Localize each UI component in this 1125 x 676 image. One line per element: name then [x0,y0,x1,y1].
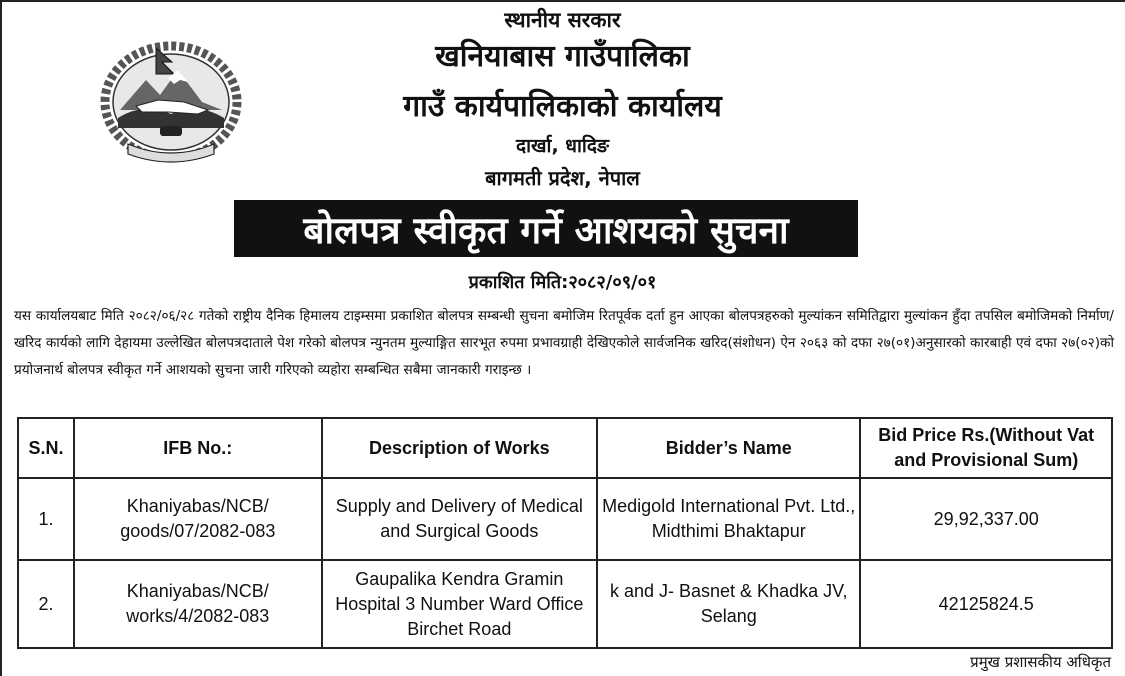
cell-bidder: k and J- Basnet & Khadka JV, Selang [597,560,860,648]
published-date: प्रकाशित मिति:२०८२/०९/०१ [468,272,657,293]
cell-bid-price: 29,92,337.00 [860,478,1112,560]
table-row [18,478,1112,560]
header-local-government: स्थानीय सरकार [504,8,621,32]
notice-title-banner: बोलपत्र स्वीकृत गर्ने आशयको सुचना [234,200,858,257]
cell-sn: 1. [18,478,74,560]
col-header-bidder: Bidder’s Name [597,418,860,478]
notice-body: यस कार्यालयबाट मिति २०८२/०६/२८ गतेको राष्ट्रीय दैनिक हिमालय टाइम्समा प्रकाशित बोलपत्र सम्बन्धी सुचना बमोजिम रितपूर्वक दर्ता हुन आएका बोलपत्रहरुको मुल्यांकन समितिद्वारा मुल्यांकन हुँदा तपसिल बमोजिमको निर्माण/खरिद कार्यको लागि देहायमा उल्लेखित बोलपत्रदाताले पेश गरेको बोलपत्र न्युनतम मुल्याङ्गित सारभूत रुपमा प्रभावग्राही देखिएकोले सार्वजनिक खरिद(संशोधन) ऐन २०६३ को दफा २७(०१)अनुसारको कारबाही एवं दफा २७(०२)को प्रयोजनार्थ बोलपत्र स्वीकृत गर्ने आशयको सुचना जारी गरिएको व्यहोरा सम्बन्धित सबैमा जानकारी गराइन्छ । [14,308,1114,378]
cell-ifb: Khaniyabas/NCB/ works/4/2082-083 [74,560,322,648]
header-office-name: गाउँ कार्यपालिकाको कार्यालय [403,89,722,124]
bid-table [17,417,1113,649]
col-header-sn: S.N. [18,418,74,478]
col-header-description: Description of Works [322,418,597,478]
table-header-row [18,418,1112,478]
col-header-ifb: IFB No.: [74,418,322,478]
header-municipality-name: खनियाबास गाउँपालिका [435,39,690,74]
header-province: बागमती प्रदेश, नेपाल [485,166,640,190]
cell-description: Gaupalika Kendra Gramin Hospital 3 Number Ward Office Birchet Road [322,560,597,648]
cell-sn: 2. [18,560,74,648]
header-address: दार्खा, धादिङ [515,135,610,157]
cell-ifb: Khaniyabas/NCB/ goods/07/2082-083 [74,478,322,560]
signatory-title: प्रमुख प्रशासकीय अधिकृत [970,653,1111,671]
cell-bidder: Medigold International Pvt. Ltd., Midthimi Bhaktapur [597,478,860,560]
cell-description: Supply and Delivery of Medical and Surgical Goods [322,478,597,560]
col-header-bid-price: Bid Price Rs.(Without Vat and Provisional Sum) [860,418,1112,478]
cell-bid-price: 42125824.5 [860,560,1112,648]
table-row [18,560,1112,648]
